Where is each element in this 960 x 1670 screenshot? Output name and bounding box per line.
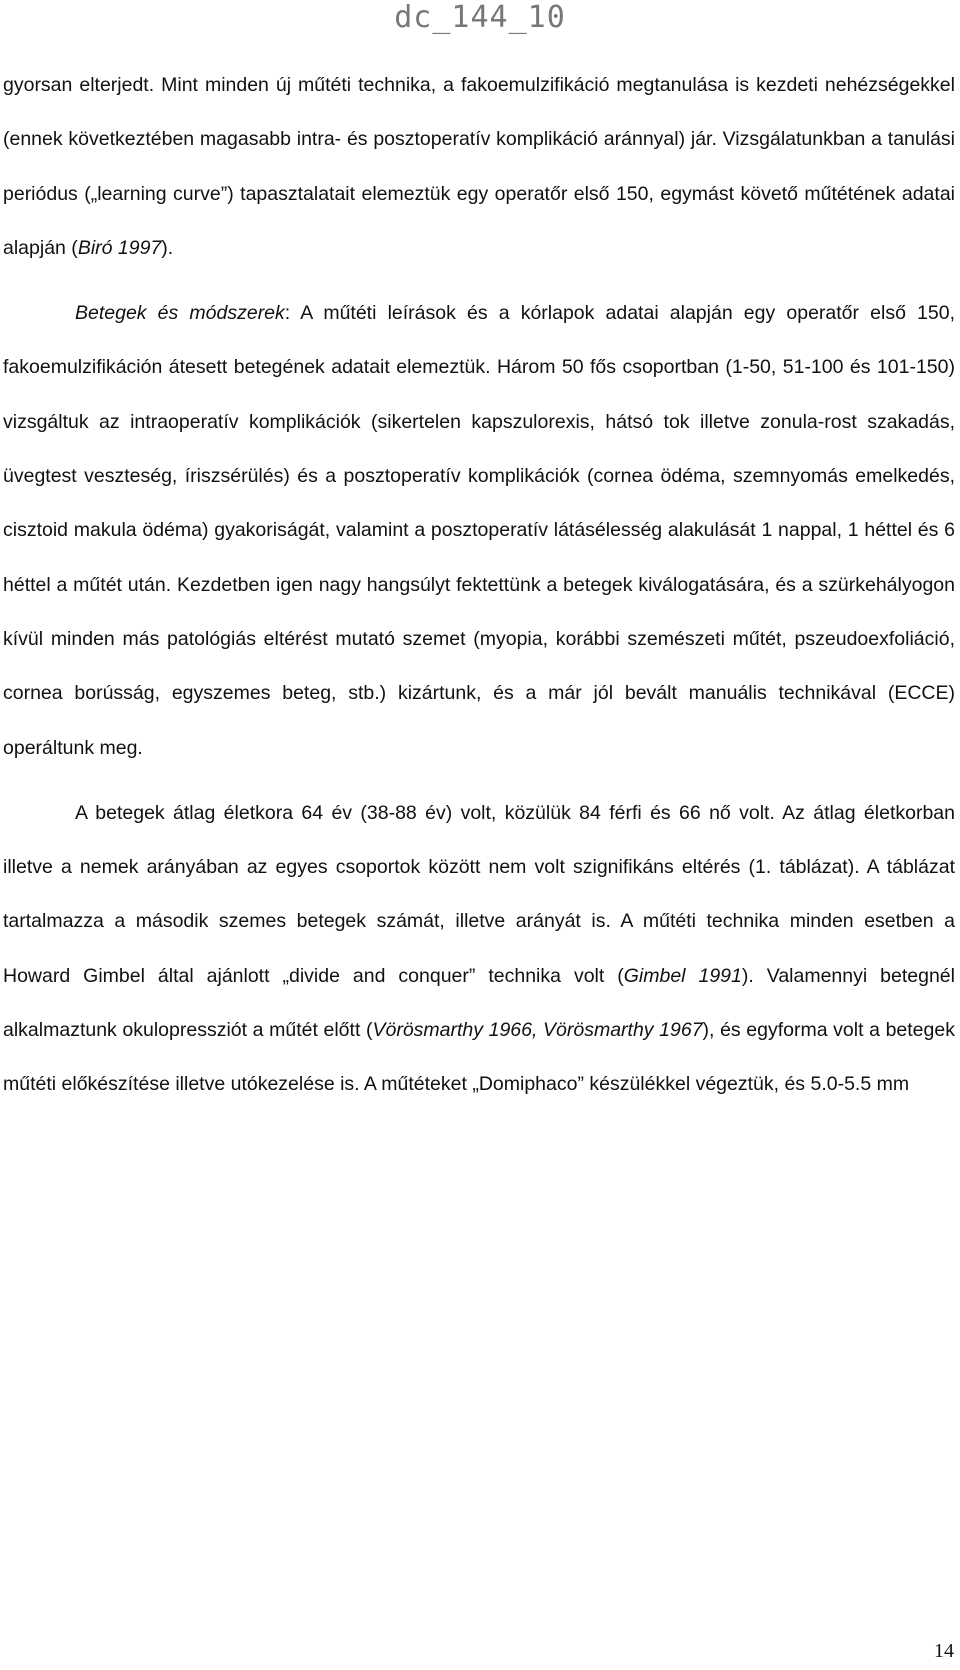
text-segment: gyorsan elterjedt. Mint minden új műtéti technika, a fakoemulzifikáció megtanulása is kezdeti nehézségekkel (ennek következtében magasabb intra- és posztoperatív komplikáció aránnyal) jár. Vizsgálatunkban a tanulási periódus („learning curve”) tapasztalatait elemeztük egy operatőr első 150, egymást követő műtétének adatai alapján ( — [3, 74, 955, 259]
paragraph-methods — [3, 286, 955, 775]
citation: Gimbel 1991 — [623, 964, 742, 987]
text-segment: : A műtéti leírások és a kórlapok adatai alapján egy operatőr első 150, fakoemulzifikáción átesett betegének adatait elemeztük. Három 50 fős csoportban (1-50, 51-100 és 101-150) vizsgáltuk az intraoperatív komplikációk (sikertelen kapszulorexis, hátsó tok illetve zonula-rost szakadás, üvegtest veszteség, íriszsérülés) és a posztoperatív komplikációk (cornea ödéma, szemnyomás emelkedés, cisztoid makula ödéma) gyakoriságát, valamint a posztoperatív látásélesség alakulását 1 nappal, 1 héttel és 6 héttel a műtét után. Kezdetben igen nagy hangsúlyt fektettünk a betegek kiválogatására, és a szürkehályogon kívül minden más patológiás eltérést mutató szemet (myopia, korábbi szemészeti műtét, pszeudoexfoliáció, cornea borússág, egyszemes beteg, stb.) kizártunk, és a már jól bevált manuális technikával (ECCE) operáltunk meg. — [3, 302, 956, 759]
section-label: Betegek és módszerek — [75, 302, 285, 325]
citation: Biró 1997 — [77, 236, 162, 259]
paragraph-patients — [3, 786, 955, 1112]
text-segment: ), és egyforma volt a betegek műtéti előkészítése illetve utókezelése is. A műtéteket „Domiphaco” készülékkel végeztük, és 5.0-5.5 mm — [3, 1019, 955, 1096]
page-number: 14 — [934, 1640, 954, 1662]
text-segment: A betegek átlag életkora 64 év (38-88 év) volt, közülük 84 férfi és 66 nő volt. Az átlag életkorban illetve a nemek arányában az egyes csoportok között nem volt szignifikáns eltérés (1. táblázat). A táblázat tartalmazza a második szemes betegek számát, illetve arányát is. A műtéti technika minden esetben a Howard Gimbel által ajánlott „divide and conquer” technika volt ( — [3, 801, 955, 987]
citation: Vörösmarthy 1966, Vörösmarthy 1967 — [372, 1019, 703, 1042]
text-segment: ). — [161, 236, 174, 259]
document-id-header: dc_144_10 — [394, 0, 566, 35]
body-text — [3, 58, 955, 1112]
text-segment: ). Valamennyi betegnél alkalmaztunk okulopressziót a műtét előtt ( — [3, 964, 955, 1042]
paragraph-intro — [3, 58, 955, 275]
